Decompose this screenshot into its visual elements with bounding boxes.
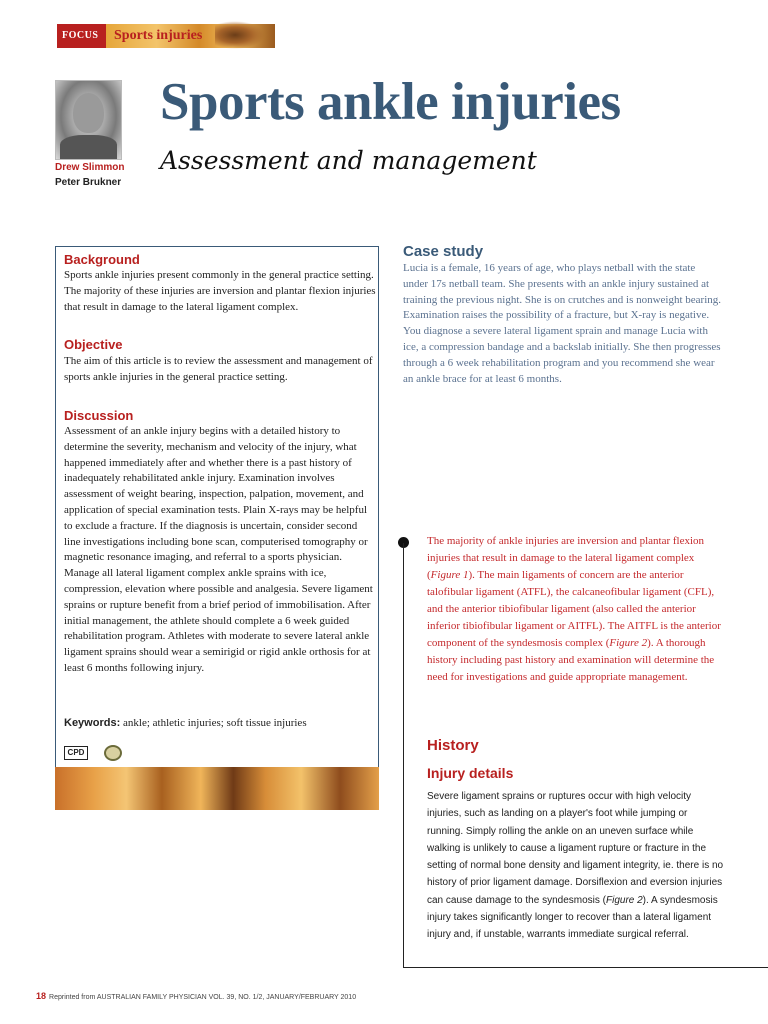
author-photo-head bbox=[73, 93, 104, 133]
page-footer bbox=[36, 991, 356, 1001]
keywords-label: Keywords: bbox=[64, 717, 121, 729]
abstract-box bbox=[55, 246, 379, 769]
page-number: 18 bbox=[36, 991, 47, 1001]
injury-text-1: Severe ligament sprains or ruptures occur with high velocity injuries, such as landing on a player's foot while jumping or running. Simply rolling the ankle on an uneven surface while walking is unlikely to cause a ligament rupture or fracture in the setting of normal bone density and ligament integrity, ie. there is no history of prior ligament damage. Dorsiflexion and eversion injuries can cause damage to the syndesmosis ( bbox=[427, 791, 724, 906]
objective-heading: Objective bbox=[64, 337, 123, 352]
keywords-line bbox=[64, 717, 307, 729]
history-heading: History bbox=[427, 737, 479, 754]
background-heading: Background bbox=[64, 252, 140, 267]
figure-1-ref[interactable]: Figure 1 bbox=[430, 569, 469, 581]
intro-paragraph bbox=[427, 533, 727, 686]
article-subtitle: Assessment and management bbox=[160, 146, 537, 175]
figure-2-ref-history[interactable]: Figure 2 bbox=[605, 894, 643, 906]
case-study-heading: Case study bbox=[403, 243, 484, 260]
objective-text: The aim of this article is to review the assessment and management of sports ankle injuries in the general practice setting. bbox=[64, 355, 373, 383]
section-label: FOCUS bbox=[62, 30, 99, 41]
discussion-text: Assessment of an ankle injury begins with a detailed history to determine the severity, mechanism and velocity of the injury, what happened immediately after and whether there is a past history of inadequately rehabilitated ankle injury. Examination involves assessment of weight bearing, inspection, palpation, movement, and application of special examination tests. Plain X-rays may be helpful to exclude a fracture. If the diagnosis is uncertain, consider second line investigations including bone scan, computerised tomography or magnetic resonance imaging, and referral to a sports physician. Manage all lateral ligament complex ankle sprains with ice, compression, elevation where possible and analgesia. Severe ligament sprains or rupture benefit from a brief period of immobilisation. After initial management, the athlete should complete a 6 week guided rehabilitation program. Athletes with moderate to severe lateral ankle ligament sprains should wear a semirigid or rigid ankle orthosis for at least 6 months following injury. bbox=[64, 425, 373, 674]
article-title: Sports ankle injuries bbox=[160, 73, 621, 131]
injury-details-heading: Injury details bbox=[427, 765, 514, 781]
case-study-text: Lucia is a female, 16 years of age, who plays netball with the state under 17s netball team. She presents with an ankle injury sustained at training the previous night. She is on crutches and is nonweight bearing. Examination raises the possibility of a fracture, but X-ray is negative. You diagnose a severe lateral ligament sprain and manage Lucia with ice, a compression bandage and a backslab initially. She then progresses through a 6 week rehabilitation program and you recommend she wear an ankle brace for at least 6 months. bbox=[403, 262, 722, 385]
cpd-icon: CPD bbox=[64, 746, 88, 760]
injury-details-text bbox=[427, 788, 725, 944]
background-text: Sports ankle injuries present commonly in the general practice setting. The majority of these injuries are inversion and plantar flexion injuries that result in damage to the lateral ligament complex. bbox=[64, 269, 376, 313]
author-photo-shoulders bbox=[60, 135, 117, 159]
discussion-heading: Discussion bbox=[64, 408, 134, 423]
author-photo bbox=[55, 80, 122, 160]
column-rule-horizontal bbox=[403, 967, 768, 968]
abstract-artwork-strip bbox=[55, 767, 379, 810]
injury-text-2: ). A syndesmosis injury takes significantly longer to recover than a lateral ligament injury and, if unstable, warrants immediate surgical referral. bbox=[427, 894, 718, 941]
section-banner bbox=[57, 24, 275, 48]
author-name-primary: Drew Slimmon bbox=[55, 162, 125, 173]
intro-text-1: The majority of ankle injuries are inversion and plantar flexion injuries that result in damage to the lateral ligament complex ( bbox=[427, 535, 705, 581]
section-topic: Sports injuries bbox=[114, 28, 203, 43]
author-name-secondary: Peter Brukner bbox=[55, 177, 122, 188]
intro-text-2: ). The main ligaments of concern are the anterior talofibular ligament (ATFL), the calcaneofibular ligament (CFL), and the anterior tibiofibular ligament (also called the anterior inferior tibiofibular ligament or AITFL). The AITFL is the anterior component of the syndesmosis complex ( bbox=[427, 569, 721, 649]
column-rule-vertical bbox=[403, 543, 404, 968]
intro-text-3: ). A thorough history including past history and examination will determine the need for investigations and guide appropriate management. bbox=[427, 637, 715, 683]
footer-citation: Reprinted from AUSTRALIAN FAMILY PHYSICIAN VOL. 39, NO. 1/2, JANUARY/FEBRUARY 2010 bbox=[49, 994, 357, 1001]
pdp-points-icon bbox=[104, 745, 122, 761]
figure-2-ref[interactable]: Figure 2 bbox=[609, 637, 648, 649]
keywords-text: ankle; athletic injuries; soft tissue injuries bbox=[123, 717, 307, 729]
